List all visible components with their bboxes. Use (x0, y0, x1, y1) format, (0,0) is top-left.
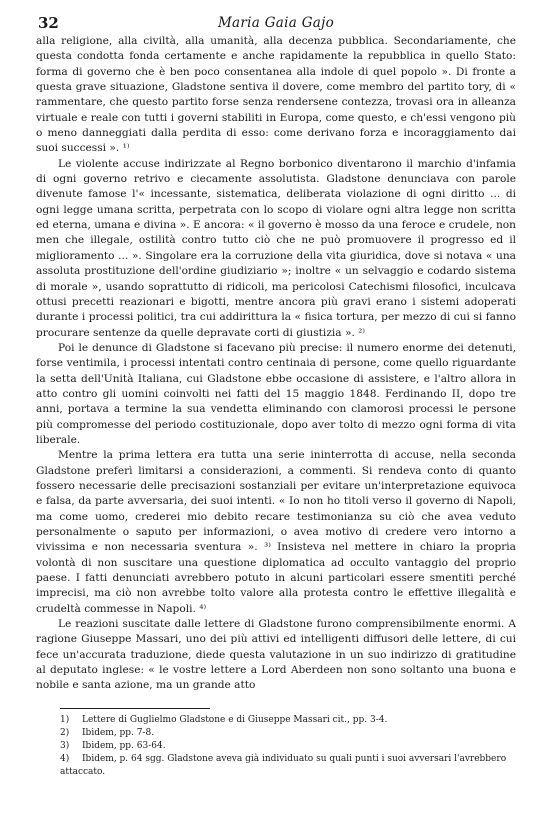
footnote (60, 753, 516, 779)
paragraph: alla religione, alla civiltà, alla umanità, alla decenza pubblica. Secondariamente, che questa condotta fonda certamente e anche rapidamente la repubblica in quello Stato: forma di governo che è ben poco consentanea alla indole di quel popolo ». Di fronte a questa grave situazione, Gladstone sentiva il dovere, come membro del partito tory, di « rammentare, che questo partito forse senza rendersene contezza, trovasi ora in alleanza virtuale e reale con tutti i governi stabiliti in Europa, come questo, e ch'essi vengono più o meno danneggiati dalla perdita di esso: come derivano forza e incoraggiamento dai suoi successi ». ¹⁾ (36, 35, 516, 155)
footnote-text: Ibidem, pp. 7-8. (82, 727, 155, 738)
paragraph: Poi le denunce di Gladstone si facevano più precise: il numero enorme dei detenuti, forse ventimila, i processi intentati contro centinaia di persone, come quello riguardante la setta dell'Unità Italiana, cui Gladstone ebbe occasione di assistere, e l'altro allora in atto contro gli uomini coinvolti nei fatti del 15 maggio 1848. Ferdinando II, dopo tre anni, portava a termine la sua vendetta eliminando con clamorosi processi le persone più compromesse del periodo costituzionale, dopo aver tolto di mezzo ogni forma di vita liberale. (36, 341, 516, 446)
footnote-text: Ibidem, pp. 63-64. (82, 740, 166, 751)
body-text (36, 34, 516, 694)
footnote (60, 714, 516, 727)
footnote-divider (60, 708, 210, 709)
footnote (60, 727, 516, 740)
paragraph: Le reazioni suscitate dalle lettere di Gladstone furono comprensibilmente enormi. A ragione Giuseppe Massari, uno dei più attivi ed intelligenti diffusori delle lettere, di cui fece un'accurata traduzione, diede questa valutazione in un suo indirizzo di gratitudine al deputato inglese: « le vostre lettere a Lord Aberdeen non sono soltanto una buona e nobile e santa azione, ma un grande atto (36, 618, 516, 692)
footnote (60, 740, 516, 753)
running-head: Maria Gaia Gajo (217, 15, 335, 31)
footnote-number: 2) (60, 727, 70, 738)
paragraph: Mentre la prima lettera era tutta una serie ininterrotta di accuse, nella seconda Gladstone preferì limitarsi a considerazioni, a commenti. Si rendeva conto di quanto fossero necessarie delle precisazioni sostanziali per evitare un'interpretazione equivoca e falsa, da parte avversaria, dei suoi intenti. « Io non ho titoli verso il governo di Napoli, ma come uomo, crederei mio debito recare testimonianza su ciò che avea veduto personalmente o saputo per informazioni, o avea motivo di credere vero intorno a vivissima e non necessaria sventura ». ³⁾ Insisteva nel mettere in chiaro la propria volontà di non suscitare una questione diplomatica ad occulto vantaggio del proprio paese. I fatti denunciati avrebbero potuto in alcuni particolari essere smentiti perché imprecisi, ma ciò non avrebbe tolto valore alla protesta contro le effettive illegalità e crudeltà commesse in Napoli. ⁴⁾ (36, 449, 516, 615)
footnotes (36, 714, 516, 779)
footnote-text: Ibidem, p. 64 sgg. Gladstone aveva già individuato su quali punti i suoi avversari l'avrebbero attaccato. (60, 753, 507, 777)
footnote-number: 3) (60, 740, 70, 751)
page-header (36, 14, 516, 34)
paragraph: Le violente accuse indirizzate al Regno borbonico diventarono il marchio d'infamia di ogni governo retrivo e ciecamente assolutista. Gladstone denunciava con parole divenute famose l'« incessante, sistematica, deliberata violazione di ogni diritto ... di ogni legge umana scritta, perpetrata con lo scopo di violare ogni altra legge non scritta ed eterna, umana e divina ». E ancora: « il governo è mosso da una feroce e crudele, non men che illegale, ostilità contro tutto ciò che ne può promuovere il progresso ed il miglioramento ... ». Singolare era la corruzione della vita giuridica, dove si notava « una assoluta prostituzione dell'ordine giudiziario »; inoltre « un selvaggio e codardo sistema di morale », usando soprattutto di ridicoli, ma pericolosi Catechismi filosofici, inculcava ottusi precetti reazionari e bigotti, mentre ancora più gravi erano i sistemi adoperati durante i processi politici, tra cui addirittura la « fisica tortura, per mezzo di cui si fanno procurare sentenze da quelle depravate corti di giustizia ». ²⁾ (36, 157, 516, 339)
page-number: 32 (38, 14, 59, 32)
footnote-number: 1) (60, 714, 70, 725)
footnote-number: 4) (60, 753, 70, 764)
footnote-text: Lettere di Guglielmo Gladstone e di Giuseppe Massari cit., pp. 3-4. (82, 714, 388, 725)
